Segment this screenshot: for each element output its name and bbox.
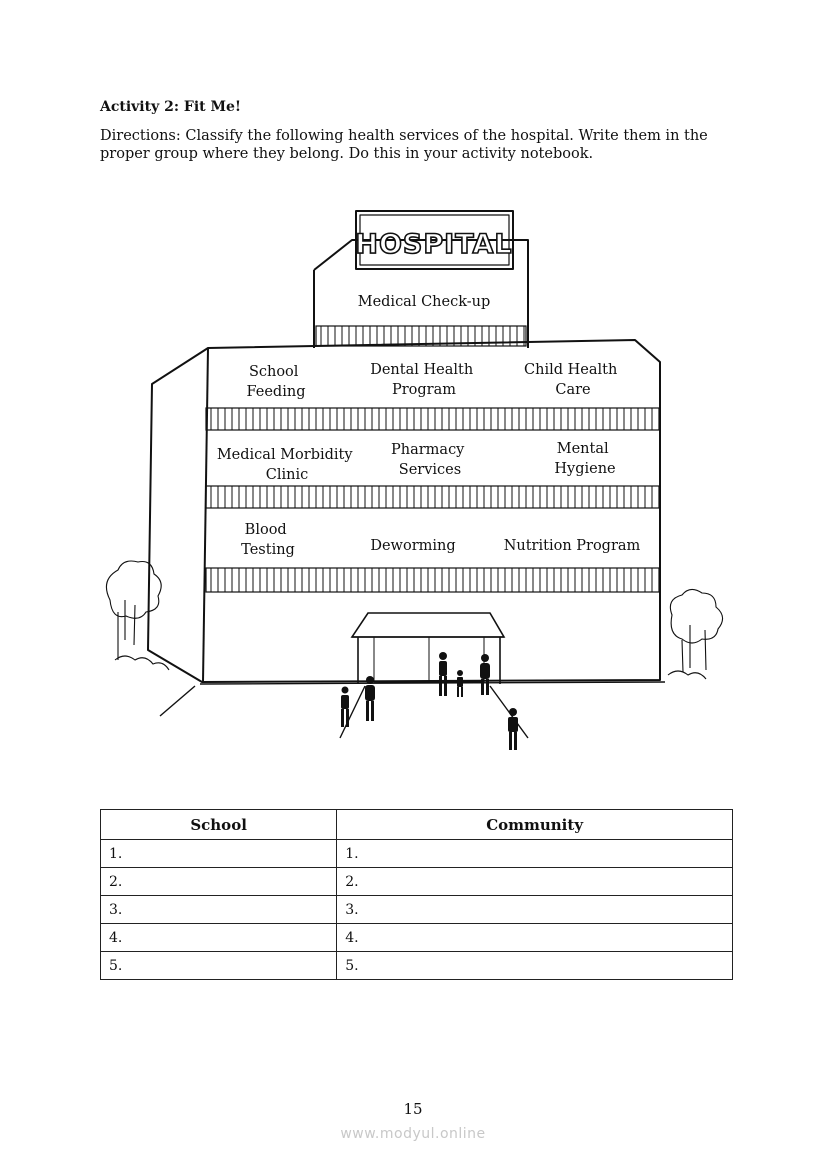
service-pharmacy: Pharmacy Services <box>391 442 465 478</box>
table-cell: 1. <box>337 840 733 868</box>
table-row <box>101 924 733 952</box>
table-cell: 3. <box>101 896 337 924</box>
service-mental-hygiene: Mental Hygiene <box>554 441 616 477</box>
service-nutrition: Nutrition Program <box>503 538 641 554</box>
activity-directions: Directions: Classify the following health services of the hospital. Write them in the proper group where they belong. Do this in your activity notebook. <box>100 128 708 162</box>
service-blood-testing: Blood Testing <box>241 522 295 558</box>
header-community: Community <box>337 810 733 840</box>
service-medical-checkup: Medical Check-up <box>357 294 491 310</box>
table-header-row <box>101 810 733 840</box>
classification-table <box>100 809 733 980</box>
page-number: 15 <box>403 1100 423 1118</box>
table-cell: 1. <box>101 840 337 868</box>
table-row <box>101 952 733 980</box>
table-row <box>101 896 733 924</box>
table-cell: 5. <box>101 952 337 980</box>
watermark: www.modyul.online <box>340 1126 486 1142</box>
header-school: School <box>101 810 337 840</box>
hospital-illustration <box>95 200 735 750</box>
table-cell: 4. <box>337 924 733 952</box>
service-deworming: Deworming <box>370 538 456 554</box>
table-cell: 3. <box>337 896 733 924</box>
activity-title: Activity 2: Fit Me! <box>100 99 242 115</box>
table-cell: 2. <box>337 868 733 896</box>
hospital-sign: HOSPITAL <box>355 229 513 260</box>
service-child-health: Child Health Care <box>524 362 618 398</box>
table-row <box>101 868 733 896</box>
service-dental-health: Dental Health Program <box>370 362 474 398</box>
table-row <box>101 840 733 868</box>
table-cell: 4. <box>101 924 337 952</box>
table-cell: 2. <box>101 868 337 896</box>
service-medical-morbidity: Medical Morbidity Clinic <box>216 447 353 483</box>
service-school-feeding: School Feeding <box>246 364 306 400</box>
table-cell: 5. <box>337 952 733 980</box>
